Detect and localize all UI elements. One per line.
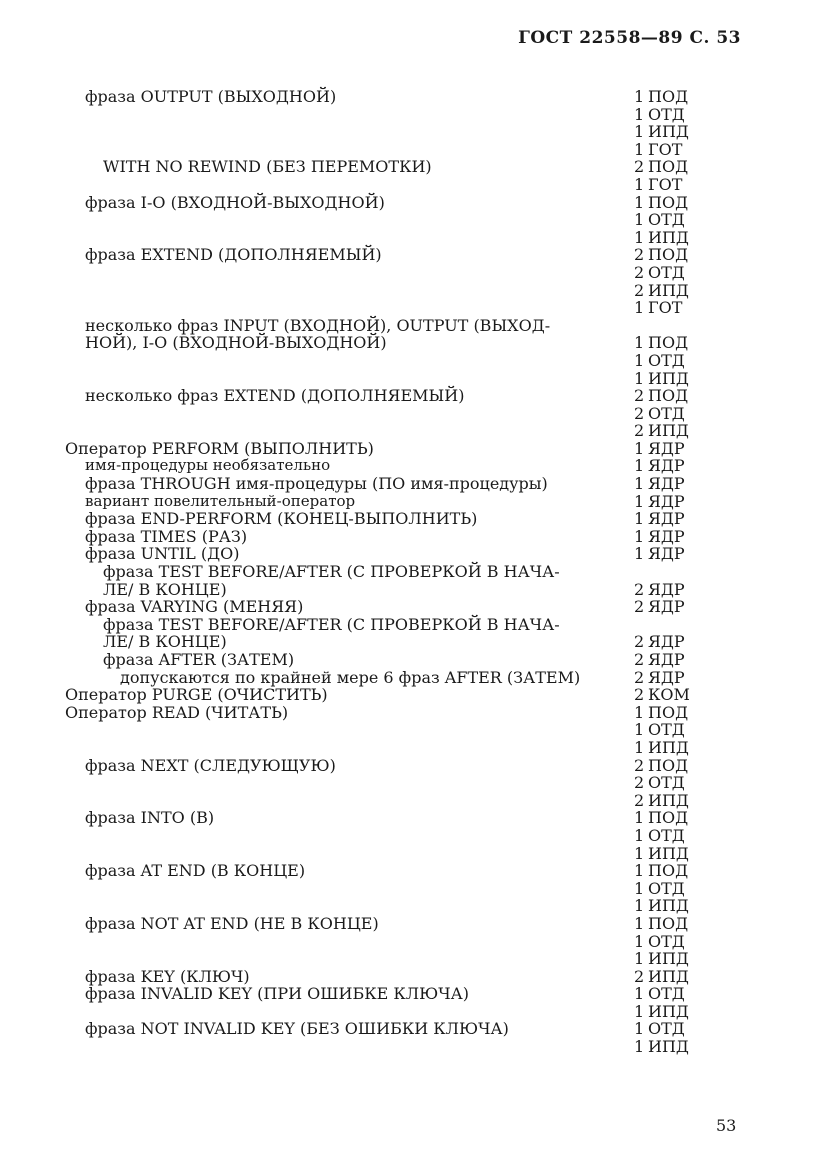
- table-row: [0, 141, 827, 159]
- module-code: ЯДР: [648, 526, 685, 546]
- level-code: [634, 141, 682, 159]
- level-number: 1: [634, 350, 645, 370]
- level-code: [634, 457, 685, 475]
- level-code: [634, 282, 689, 300]
- feature-text: вариант повелительный-оператор: [85, 491, 356, 510]
- feature-text: фраза AFTER (ЗАТЕМ): [103, 650, 295, 669]
- table-row: [0, 176, 827, 194]
- level-number: 1: [634, 174, 645, 194]
- feature-text: ЛЕ/ В КОНЦЕ): [103, 579, 227, 599]
- table-row: [0, 563, 827, 581]
- feature-text: фраза OUTPUT (ВЫХОДНОЙ): [85, 87, 337, 106]
- level-number: 1: [634, 491, 645, 511]
- table-row: [0, 246, 827, 264]
- table-row: [0, 510, 827, 528]
- level-number: 1: [634, 808, 645, 828]
- level-number: 1: [634, 984, 645, 1004]
- module-code: ОТД: [648, 262, 685, 282]
- module-code: ЯДР: [648, 491, 685, 511]
- feature-text: допускаются по крайней мере 6 фраз AFTER (ЗАТЕМ): [120, 667, 581, 687]
- level-number: 2: [634, 790, 645, 810]
- feature-text: Оператор PERFORM (ВЫПОЛНИТЬ): [65, 438, 374, 458]
- level-code: [634, 545, 685, 563]
- level-number: 1: [634, 931, 645, 951]
- feature-text: фраза VARYING (МЕНЯЯ): [85, 597, 304, 617]
- page-header: ГОСТ 22558—89 С. 53: [518, 28, 741, 48]
- table-row: [0, 457, 827, 475]
- level-number: 1: [634, 544, 645, 564]
- table-row: [0, 493, 827, 511]
- table-row: [0, 123, 827, 141]
- level-number: 2: [634, 245, 645, 265]
- table-row: [0, 827, 827, 845]
- level-code: [634, 176, 682, 194]
- level-code: [634, 721, 685, 739]
- feature-text: фраза KEY (КЛЮЧ): [85, 966, 250, 986]
- module-code: ПОД: [648, 808, 689, 828]
- level-number: 1: [634, 509, 645, 529]
- feature-text: фраза TEST BEFORE/AFTER (С ПРОВЕРКОЙ В НАЧА-: [103, 614, 560, 634]
- table-row: [0, 1003, 827, 1021]
- module-code: ОТД: [648, 1019, 685, 1039]
- table-row: [0, 211, 827, 229]
- table-row: [0, 264, 827, 282]
- level-code: [634, 370, 689, 388]
- level-code: [634, 194, 688, 212]
- level-code: [634, 897, 689, 915]
- module-code: ЯДР: [648, 667, 685, 687]
- level-number: 1: [634, 192, 645, 212]
- level-code: [634, 440, 685, 458]
- module-code: ПОД: [648, 913, 689, 933]
- table-row: [0, 950, 827, 968]
- level-number: 1: [634, 298, 645, 318]
- feature-text: фраза I-O (ВХОДНОЙ-ВЫХОДНОЙ): [85, 192, 385, 212]
- table-row: [0, 88, 827, 106]
- feature-text: фраза EXTEND (ДОПОЛНЯЕМЫЙ): [85, 245, 382, 265]
- level-number: 2: [634, 667, 645, 687]
- level-number: 1: [634, 474, 645, 494]
- level-number: 2: [634, 755, 645, 775]
- level-code: [634, 387, 688, 405]
- module-code: ЯДР: [648, 579, 685, 599]
- table-row: [0, 581, 827, 599]
- level-code: [634, 158, 688, 176]
- level-number: 2: [634, 262, 645, 282]
- module-code: ОТД: [648, 878, 685, 898]
- level-number: 2: [634, 403, 645, 423]
- table-row: [0, 1020, 827, 1038]
- table-row: [0, 440, 827, 458]
- level-code: [634, 880, 685, 898]
- module-code: ИПД: [648, 227, 689, 247]
- level-code: [634, 633, 685, 651]
- module-code: ИПД: [648, 896, 689, 916]
- level-code: [634, 422, 689, 440]
- table-row: [0, 809, 827, 827]
- level-number: 1: [634, 1037, 645, 1057]
- feature-text: Оператор PURGE (ОЧИСТИТЬ): [65, 685, 328, 705]
- module-code: ОТД: [648, 773, 685, 793]
- level-number: 2: [634, 632, 645, 652]
- module-code: ИПД: [648, 122, 689, 142]
- level-code: [634, 598, 685, 616]
- level-number: 2: [634, 773, 645, 793]
- module-code: ИПД: [648, 280, 689, 300]
- level-number: 2: [634, 579, 645, 599]
- level-number: 2: [634, 685, 645, 705]
- level-code: [634, 774, 685, 792]
- module-code: ЯДР: [648, 438, 685, 458]
- module-code: ОТД: [648, 104, 685, 124]
- table-row: [0, 757, 827, 775]
- level-code: [634, 704, 688, 722]
- feature-text: фраза NEXT (СЛЕДУЮЩУЮ): [85, 755, 336, 775]
- level-code: [634, 475, 685, 493]
- module-code: ОТД: [648, 403, 685, 423]
- level-number: 1: [634, 825, 645, 845]
- feature-text: фраза INVALID KEY (ПРИ ОШИБКЕ КЛЮЧА): [85, 984, 469, 1004]
- level-code: [634, 1038, 689, 1056]
- table-row: [0, 299, 827, 317]
- level-number: 2: [634, 966, 645, 986]
- level-code: [634, 405, 685, 423]
- module-code: ОТД: [648, 984, 685, 1004]
- table-row: [0, 194, 827, 212]
- feature-text: ЛЕ/ В КОНЦЕ): [103, 632, 227, 652]
- level-code: [634, 739, 689, 757]
- feature-text: НОЙ), I-O (ВХОДНОЙ-ВЫХОДНОЙ): [85, 333, 387, 353]
- level-code: [634, 264, 685, 282]
- table-row: [0, 739, 827, 757]
- table-row: [0, 370, 827, 388]
- table-row: [0, 106, 827, 124]
- level-code: [634, 88, 688, 106]
- level-code: [634, 106, 685, 124]
- level-number: 1: [634, 227, 645, 247]
- level-number: 1: [634, 333, 645, 353]
- feature-text: несколько фраз EXTEND (ДОПОЛНЯЕМЫЙ): [85, 386, 465, 406]
- level-code: [634, 827, 685, 845]
- level-code: [634, 1003, 689, 1021]
- level-code: [634, 581, 685, 599]
- table-row: [0, 633, 827, 651]
- level-number: 1: [634, 720, 645, 740]
- level-number: 1: [634, 1001, 645, 1021]
- feature-text: имя-процедуры необязательно: [85, 456, 331, 475]
- level-code: [634, 528, 685, 546]
- module-code: ИПД: [648, 421, 689, 441]
- module-code: ИПД: [648, 1001, 689, 1021]
- feature-table: [0, 88, 827, 1056]
- level-number: 1: [634, 87, 645, 106]
- table-row: [0, 845, 827, 863]
- table-row: [0, 915, 827, 933]
- level-code: [634, 809, 688, 827]
- module-code: ПОД: [648, 87, 689, 106]
- level-number: 1: [634, 104, 645, 124]
- table-row: [0, 475, 827, 493]
- level-number: 1: [634, 861, 645, 881]
- table-row: [0, 651, 827, 669]
- level-code: [634, 968, 689, 986]
- module-code: ОТД: [648, 350, 685, 370]
- table-row: [0, 317, 827, 335]
- table-row: [0, 387, 827, 405]
- module-code: ОТД: [648, 210, 685, 230]
- module-code: ПОД: [648, 702, 689, 722]
- module-code: ГОТ: [648, 298, 683, 318]
- level-number: 1: [634, 456, 645, 476]
- module-code: ИПД: [648, 843, 689, 863]
- module-code: ИПД: [648, 1037, 689, 1057]
- feature-text: фраза END-PERFORM (КОНЕЦ-ВЫПОЛНИТЬ): [85, 509, 478, 529]
- module-code: ЯДР: [648, 509, 685, 529]
- table-row: [0, 669, 827, 687]
- level-number: 2: [634, 650, 645, 669]
- level-code: [634, 211, 685, 229]
- level-code: [634, 352, 685, 370]
- table-row: [0, 862, 827, 880]
- module-code: ОТД: [648, 931, 685, 951]
- table-row: [0, 528, 827, 546]
- level-number: 1: [634, 139, 645, 159]
- module-code: ЯДР: [648, 597, 685, 617]
- level-code: [634, 334, 688, 352]
- table-row: [0, 968, 827, 986]
- level-code: [634, 299, 682, 317]
- module-code: ПОД: [648, 755, 689, 775]
- module-code: ИПД: [648, 966, 689, 986]
- level-number: 1: [634, 843, 645, 863]
- module-code: ЯДР: [648, 544, 685, 564]
- table-row: [0, 704, 827, 722]
- level-number: 1: [634, 702, 645, 722]
- table-row: [0, 686, 827, 704]
- table-row: [0, 422, 827, 440]
- table-row: [0, 334, 827, 352]
- level-code: [634, 123, 689, 141]
- table-row: [0, 545, 827, 563]
- level-number: 2: [634, 157, 645, 177]
- level-code: [634, 757, 688, 775]
- module-code: ИПД: [648, 368, 689, 388]
- feature-text: WITH NO REWIND (БЕЗ ПЕРЕМОТКИ): [103, 157, 432, 177]
- level-code: [634, 862, 688, 880]
- feature-text: фраза AT END (В КОНЦЕ): [85, 861, 306, 881]
- level-number: 1: [634, 949, 645, 969]
- table-row: [0, 1038, 827, 1056]
- table-row: [0, 352, 827, 370]
- table-row: [0, 985, 827, 1003]
- module-code: ЯДР: [648, 650, 685, 669]
- level-number: 1: [634, 438, 645, 458]
- level-code: [634, 985, 685, 1003]
- module-code: ПОД: [648, 245, 689, 265]
- table-row: [0, 158, 827, 176]
- table-row: [0, 405, 827, 423]
- feature-text: фраза UNTIL (ДО): [85, 544, 240, 564]
- feature-text: фраза THROUGH имя-процедуры (ПО имя-процедуры): [85, 474, 548, 494]
- table-row: [0, 598, 827, 616]
- level-number: 2: [634, 421, 645, 441]
- level-number: 1: [634, 526, 645, 546]
- level-code: [634, 950, 689, 968]
- level-code: [634, 792, 689, 810]
- table-row: [0, 933, 827, 951]
- module-code: ОТД: [648, 720, 685, 740]
- module-code: ГОТ: [648, 139, 683, 159]
- module-code: ЯДР: [648, 456, 685, 476]
- feature-text: фраза NOT AT END (НЕ В КОНЦЕ): [85, 913, 379, 933]
- level-number: 1: [634, 896, 645, 916]
- level-number: 1: [634, 210, 645, 230]
- table-row: [0, 792, 827, 810]
- level-number: 1: [634, 368, 645, 388]
- table-row: [0, 897, 827, 915]
- feature-text: фраза INTO (В): [85, 808, 215, 828]
- table-row: [0, 774, 827, 792]
- module-code: ПОД: [648, 157, 689, 177]
- feature-text: Оператор READ (ЧИТАТЬ): [65, 702, 289, 722]
- level-code: [634, 651, 685, 669]
- level-number: 2: [634, 386, 645, 406]
- level-number: 1: [634, 913, 645, 933]
- module-code: ГОТ: [648, 174, 683, 194]
- level-code: [634, 845, 689, 863]
- level-number: 2: [634, 280, 645, 300]
- level-number: 1: [634, 1019, 645, 1039]
- module-code: ИПД: [648, 737, 689, 757]
- level-code: [634, 1020, 685, 1038]
- level-code: [634, 229, 689, 247]
- module-code: ПОД: [648, 333, 689, 353]
- module-code: ЯДР: [648, 632, 685, 652]
- module-code: ОТД: [648, 825, 685, 845]
- level-number: 2: [634, 597, 645, 617]
- table-row: [0, 616, 827, 634]
- module-code: КОМ: [648, 685, 690, 705]
- level-code: [634, 510, 685, 528]
- table-row: [0, 721, 827, 739]
- level-code: [634, 493, 685, 511]
- level-code: [634, 933, 685, 951]
- level-code: [634, 669, 685, 687]
- module-code: ПОД: [648, 192, 689, 212]
- level-number: 1: [634, 122, 645, 142]
- level-code: [634, 686, 690, 704]
- level-code: [634, 246, 688, 264]
- feature-text: фраза TEST BEFORE/AFTER (С ПРОВЕРКОЙ В НАЧА-: [103, 562, 560, 582]
- level-number: 1: [634, 878, 645, 898]
- table-row: [0, 282, 827, 300]
- level-code: [634, 915, 688, 933]
- table-row: [0, 229, 827, 247]
- feature-text: фраза NOT INVALID KEY (БЕЗ ОШИБКИ КЛЮЧА): [85, 1019, 509, 1039]
- level-number: 1: [634, 737, 645, 757]
- module-code: ИПД: [648, 949, 689, 969]
- table-row: [0, 880, 827, 898]
- module-code: ИПД: [648, 790, 689, 810]
- feature-text: фраза TIMES (РАЗ): [85, 526, 248, 546]
- module-code: ПОД: [648, 386, 689, 406]
- module-code: ПОД: [648, 861, 689, 881]
- module-code: ЯДР: [648, 474, 685, 494]
- page-number: 53: [716, 1116, 737, 1135]
- feature-text: несколько фраз INPUT (ВХОДНОЙ), OUTPUT (ВЫХОД-: [85, 315, 551, 335]
